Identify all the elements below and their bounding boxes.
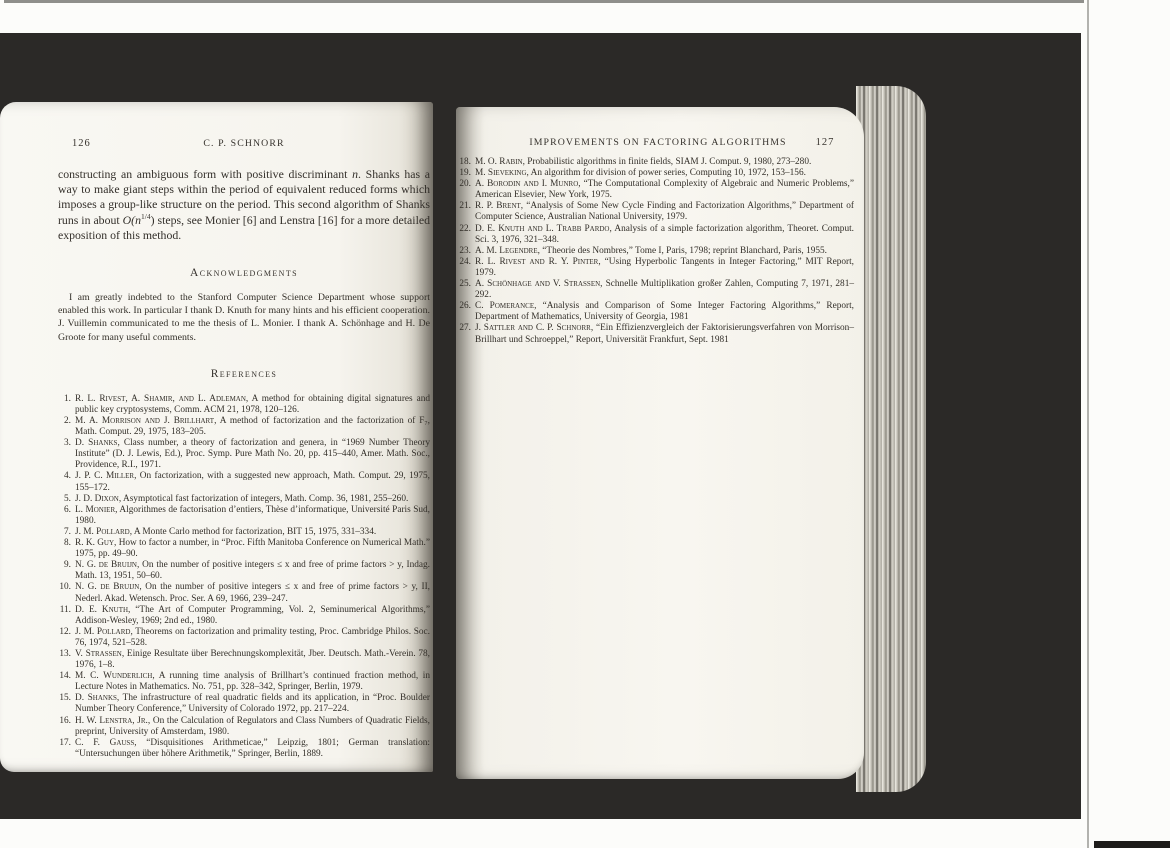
reference-text: , “Using Hyperbolic Tangents in Integer Factoring,” MIT Report, 1979. [475,256,855,278]
reference-authors: A. M. Legendre [475,245,538,256]
body-var-n: n [352,167,359,181]
reference-item [58,394,430,416]
reference-number: 16. [59,715,71,726]
reference-authors: M. Sieveking [475,168,527,179]
reference-text: , A running time analysis of Brillhart’s continued fraction method, in Lecture Notes in Mathematics. No. 751, pp. 328–342, Springer, Berlin, 1979. [75,671,430,693]
reference-item [58,494,430,505]
reference-authors: N. G. de Bruijn [75,560,137,571]
body-text-post: ) steps, see Monier [6] and Lenstra [16] for a more detailed exposition of this method. [58,212,430,242]
reference-number: 6. [64,504,71,515]
reference-item [58,716,430,738]
reference-text: , The infrastructure of real quadratic fields and its application, in “Proc. Boulder Number Theory Conference,” University of Colorado 1972, pp. 217–224. [75,693,430,715]
reference-item [458,157,854,168]
reference-item [58,649,430,671]
reference-item [58,627,430,649]
reference-authors: N. G. de Bruijn [75,582,140,593]
reference-authors: R. L. Rivest and R. Y. Pinter [475,256,599,267]
reference-number: 20. [459,179,471,190]
reference-number: 2. [64,416,71,427]
reference-text: , Class number, a theory of factorization and genera, in “1969 Number Theory Institute” (D. J. Lewis, Ed.), Proc. Symp. Pure Math No. 20, pp. 415–440, Amer. Math. Soc., Providence, R.I., 1971. [75,438,430,471]
reference-authors: J. P. C. Miller [75,471,135,482]
reference-number: 19. [459,168,471,179]
references-list-right [458,157,854,346]
reference-number: 5. [64,493,71,504]
reference-text: , Analysis of a simple factorization algorithm, Theoret. Comput. Sci. 3, 1976, 321–348. [475,223,855,245]
reference-authors: R. P. Brent [475,201,521,212]
reference-number: 27. [459,323,471,334]
reference-item [58,605,430,627]
reference-authors: A. Schönhage and V. Strassen [475,279,601,290]
reference-number: 26. [459,301,471,312]
reference-text: , A method of factorization and the factorization of F₇, Math. Comput. 29, 1975, 183–205. [75,416,430,438]
reference-text: , On the Calculation of Regulators and Class Numbers of Quadratic Fields, preprint, University of Amsterdam, 1980. [75,715,430,737]
reference-number: 1. [64,393,71,404]
reference-text: , “Ein Effizienzvergleich der Faktorisierungsverfahren von Morrison–Brillhart und Schroeppel,” Report, Universität Frankfurt, Sept. 1981 [475,323,854,345]
reference-number: 23. [459,245,471,256]
body-paragraph [58,167,430,243]
reference-item [458,246,854,257]
reference-item [58,582,430,604]
acknowledgments-heading: Acknowledgments [190,267,298,280]
reference-text: , “The Art of Computer Programming, Vol. 2, Seminumerical Algorithms,” Addison-Wesley, 1969; 2nd ed., 1980. [75,604,430,626]
reference-number: 24. [459,256,471,267]
reference-number: 10. [59,582,71,593]
right-page-number: 127 [815,137,835,148]
reference-number: 17. [59,737,71,748]
reference-text: , Asymptotical fast factorization of integers, Math. Comp. 36, 1981, 255–260. [118,493,409,504]
reference-text: , “Analysis of Some New Cycle Finding and Factorization Algorithms,” Department of Computer Science, Australian National University, 1979. [475,201,854,223]
reference-text: , On factorization, with a suggested new approach, Math. Comput. 29, 1975, 155–172. [75,471,431,493]
reference-number: 11. [59,604,71,615]
paper-fold-line [1087,0,1089,848]
reference-item [58,471,430,493]
reference-authors: M. A. Morrison and J. Brillhart [75,416,215,427]
left-page-header [58,138,430,149]
reference-authors: M. O. Rabin [475,157,523,167]
reference-number: 14. [59,671,71,682]
reference-item [58,416,430,438]
reference-text: , How to factor a number, in “Proc. Fifth Manitoba Conference on Numerical Math.” 1975, pp. 49–90. [75,538,430,560]
reference-authors: L. Monier [75,504,116,515]
reference-authors: D. Shanks [75,693,117,704]
scan-bottom-mark [1094,841,1170,848]
reference-authors: J. M. Pollard [75,626,131,637]
reference-item [458,201,854,223]
right-running-head: IMPROVEMENTS ON FACTORING ALGORITHMS [529,137,787,148]
reference-text: , Probabilistic algorithms in finite fields, SIAM J. Comput. 9, 1980, 273–280. [522,157,812,167]
reference-authors: V. Strassen [75,648,122,659]
reference-item [458,168,854,179]
reference-text: , An algorithm for division of power series, Computing 10, 1972, 153–156. [526,168,806,179]
reference-text: , “The Computational Complexity of Algebraic and Numeric Problems,” American Elsevier, New York, 1975. [475,179,854,201]
body-text-pre: constructing an ambiguous form with positive discriminant [58,167,353,181]
reference-text: , “Disquisitiones Arithmeticae,” Leipzig, 1801; German translation: “Untersuchungen über höhere Arithmetik,” Springer, Berlin, 1889. [75,737,430,759]
left-page [0,102,433,772]
reference-text: , Theorems on factorization and primality testing, Proc. Cambridge Philos. Soc. 76, 1974, 521–528. [75,626,430,648]
reference-authors: M. C. Wunderlich [75,671,153,682]
reference-number: 9. [64,560,71,571]
references-heading: References [210,367,278,380]
reference-item [58,438,430,471]
reference-item [458,301,854,323]
reference-number: 22. [459,223,471,234]
reference-text: , Algorithmes de factorisation d’entiers, Thèse d’informatique, Université Paris Sud, 1980. [75,504,431,526]
formula-base: O(n [122,212,141,227]
reference-text: , A method for obtaining digital signatures and public key cryptosystems, Comm. ACM 21, 1978, 120–126. [75,393,430,415]
reference-authors: D. Shanks [75,438,118,449]
reference-authors: A. Borodin and I. Munro [475,179,579,190]
reference-number: 12. [59,626,71,637]
reference-item [58,560,430,582]
reference-number: 7. [64,526,71,537]
right-page [456,107,864,779]
reference-text: , “Analysis and Comparison of Some Integer Factoring Algorithms,” Report, Department of Mathematics, University of Georgia, 1981 [475,301,854,323]
book-page-edges [856,86,926,792]
reference-item [458,224,854,246]
reference-number: 13. [59,648,71,659]
formula-exponent: 1/4 [141,211,151,221]
reference-authors: J. D. Dixon [75,493,119,504]
reference-item [58,738,430,760]
reference-item [58,505,430,527]
reference-authors: C. Pomerance [475,301,535,312]
reference-item [58,671,430,693]
reference-item [458,323,854,345]
reference-authors: H. W. Lenstra, Jr. [75,715,148,726]
reference-authors: D. E. Knuth and L. Trabb Pardo [475,223,610,234]
reference-item [458,279,854,301]
reference-text: , Schnelle Multiplikation großer Zahlen, Computing 7, 1971, 281–292. [475,279,855,301]
reference-authors: J. Sattler and C. P. Schnorr [475,323,591,334]
reference-text: , A Monte Carlo method for factorization, BIT 15, 1975, 331–334. [129,526,377,537]
reference-text: , On the number of positive integers ≤ x and free of prime factors > y, Indag. Math. 13, 1951, 50–60. [75,560,430,582]
reference-number: 4. [64,471,71,482]
reference-item [458,257,854,279]
reference-number: 3. [64,438,71,449]
reference-authors: R. L. Rivest, A. Shamir, and L. Adleman [75,393,246,404]
reference-text: , Einige Resultate über Berechnungskomplexität, Jber. Deutsch. Math.-Verein. 78, 1976, 1–8. [75,648,430,671]
reference-text: , “Theorie des Nombres,” Tome I, Paris, 1798; reprint Blanchard, Paris, 1955. [537,245,828,256]
reference-item [58,538,430,560]
reference-authors: J. M. Pollard [75,526,130,537]
reference-number: 25. [459,279,471,290]
reference-number: 15. [59,693,71,704]
reference-item [58,693,430,715]
scan-top-edge-line [4,0,1084,3]
reference-authors: R. K. Guy [75,538,115,549]
reference-authors: C. F. Gauss [75,737,135,748]
references-list-left [58,394,430,760]
left-page-number: 126 [72,138,91,149]
reference-number: 18. [459,157,471,167]
right-page-header [462,137,854,148]
reference-text: , On the number of positive integers ≤ x and free of prime factors > y, II, Nederl. Akad. Wetensch. Proc. Ser. A 69, 1966, 239–247. [75,582,430,604]
acknowledgments-text: I am greatly indebted to the Stanford Computer Science Department whose support enabled this work. In particular I thank D. Knuth for many hints and his efficient cooperation. J. Vuillemin communicated to me the thesis of L. Monier. I thank A. Schönhage and H. De Groote for many useful comments. [58,292,430,343]
reference-item [458,179,854,201]
body-text-mid: . Shanks has a way to make giant steps within the period of equivalent reduced forms which imposes a group-like structure on the period. This second algorithm of Shanks runs in about [58,167,430,227]
reference-number: 21. [459,201,471,212]
left-running-head: C. P. SCHNORR [203,138,285,149]
reference-authors: D. E. Knuth [75,604,129,615]
reference-number: 8. [64,538,71,549]
reference-item [58,527,430,538]
